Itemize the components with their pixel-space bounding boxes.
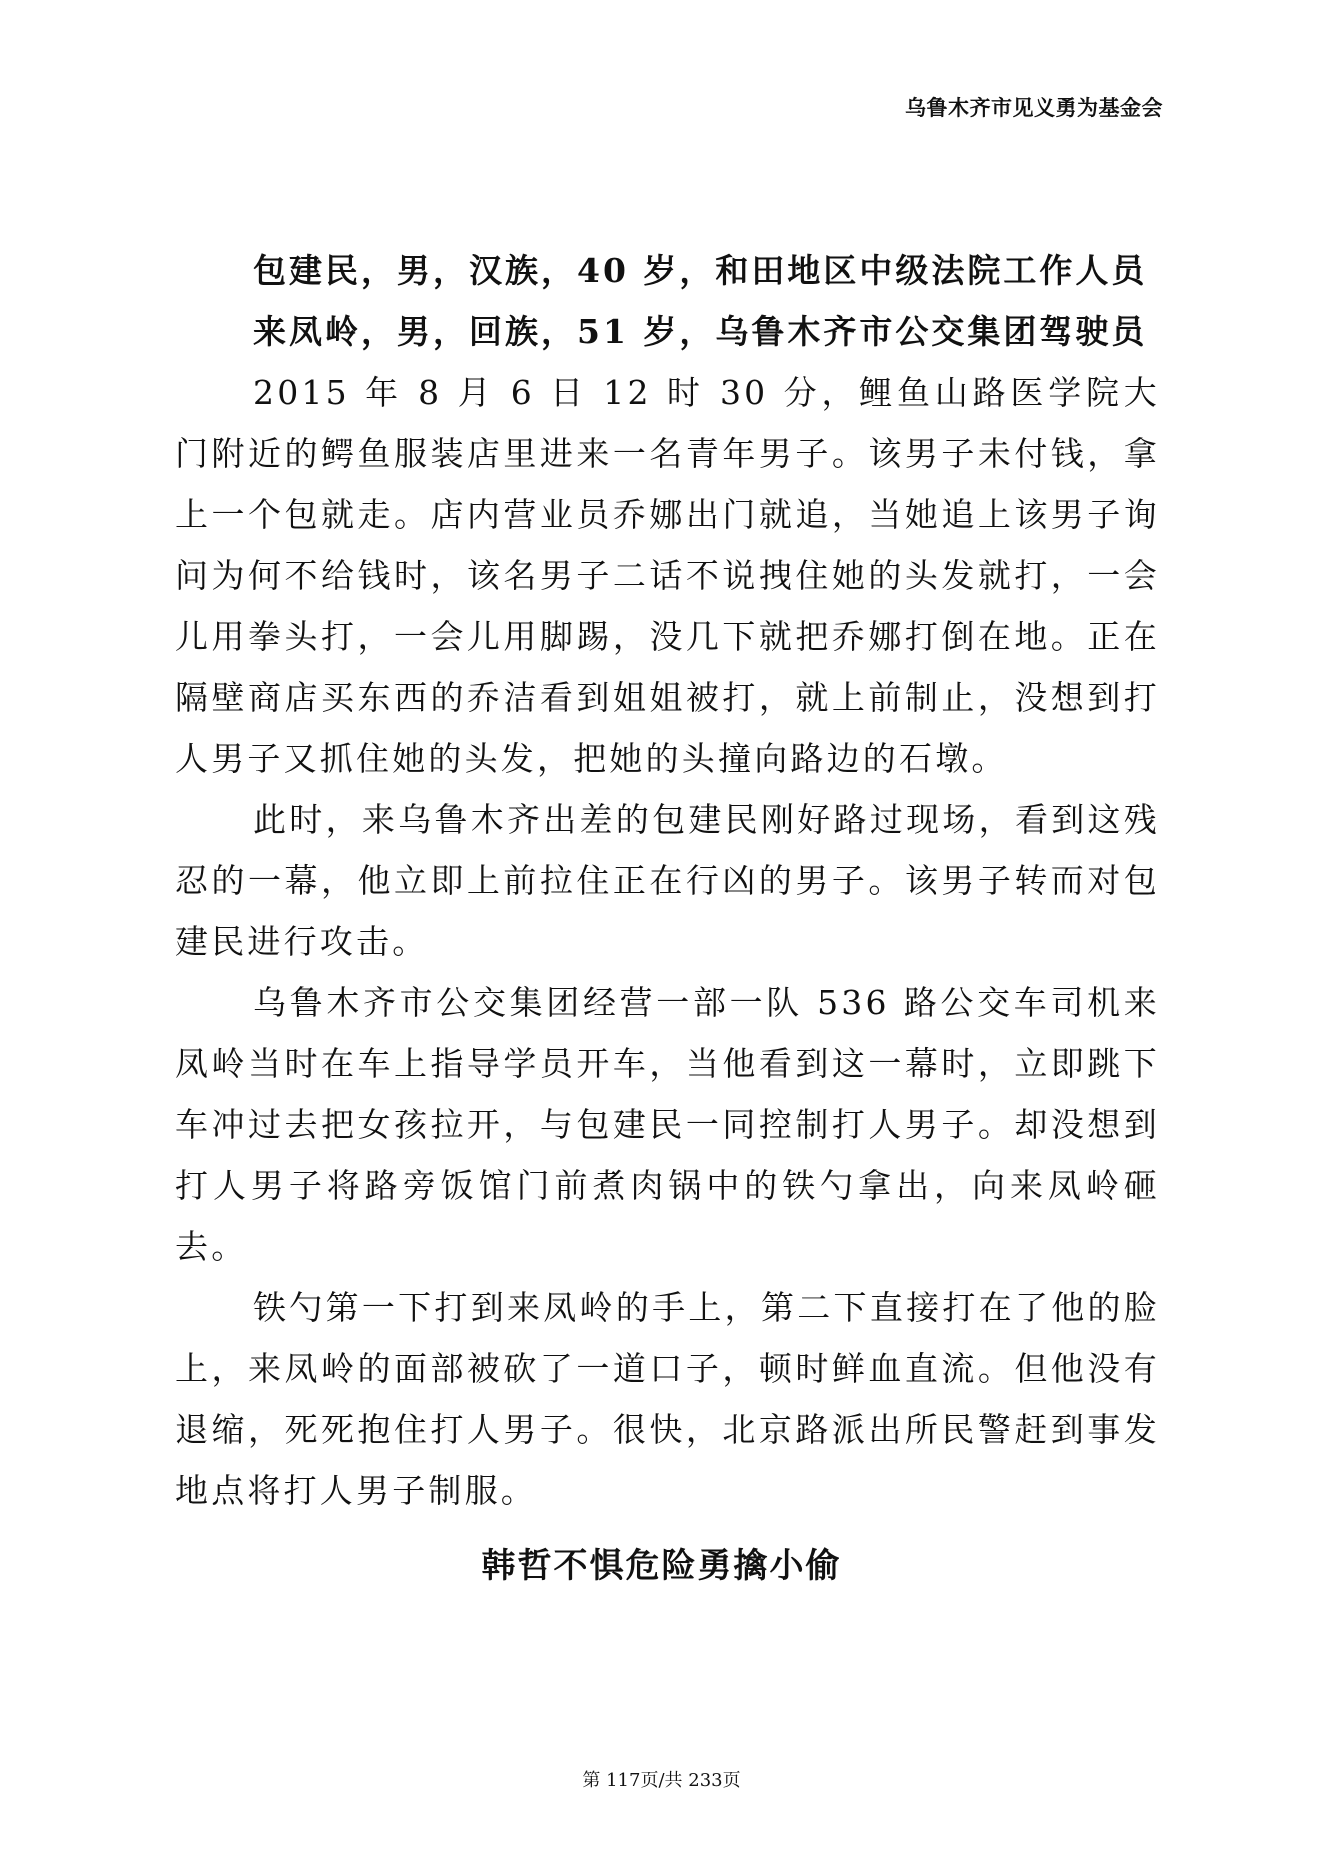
article-body (175, 240, 1160, 1521)
paragraph-1: 2015 年 8 月 6 日 12 时 30 分，鲤鱼山路医学院大门附近的鳄鱼服装店里进来一名青年男子。该男子未付钱，拿上一个包就走。店内营业员乔娜出门就追，当她追上该男子询问为何不给钱时，该名男子二话不说拽住她的头发就打，一会儿用拳头打，一会儿用脚踢，没几下就把乔娜打倒在地。正在隔壁商店买东西的乔洁看到姐姐被打，就上前制止，没想到打人男子又抓住她的头发，把她的头撞向路边的石墩。 (175, 373, 1160, 778)
paragraph-4: 铁勺第一下打到来凤岭的手上，第二下直接打在了他的脸上，来凤岭的面部被砍了一道口子，顿时鲜血直流。但他没有退缩，死死抱住打人男子。很快，北京路派出所民警赶到事发地点将打人男子制服。 (175, 1288, 1160, 1510)
person-info-1: 包建民，男，汉族，40 岁，和田地区中级法院工作人员 (253, 251, 1148, 290)
person-info-2: 来凤岭，男，回族，51 岁，乌鲁木齐市公交集团驾驶员 (253, 312, 1148, 351)
page-footer: 第 117页/共 233页 (582, 1770, 741, 1791)
paragraph-3: 乌鲁木齐市公交集团经营一部一队 536 路公交车司机来凤岭当时在车上指导学员开车，当他看到这一幕时，立即跳下车冲过去把女孩拉开，与包建民一同控制打人男子。却没想到打人男子将路旁饭馆门前煮肉锅中的铁勺拿出，向来凤岭砸去。 (175, 983, 1160, 1266)
section-title: 韩哲不惧危险勇擒小偷 (481, 1546, 842, 1586)
paragraph-2: 此时，来乌鲁木齐出差的包建民刚好路过现场，看到这残忍的一幕，他立即上前拉住正在行凶的男子。该男子转而对包建民进行攻击。 (175, 800, 1160, 961)
header-organization: 乌鲁木齐市见义勇为基金会 (905, 95, 1163, 120)
